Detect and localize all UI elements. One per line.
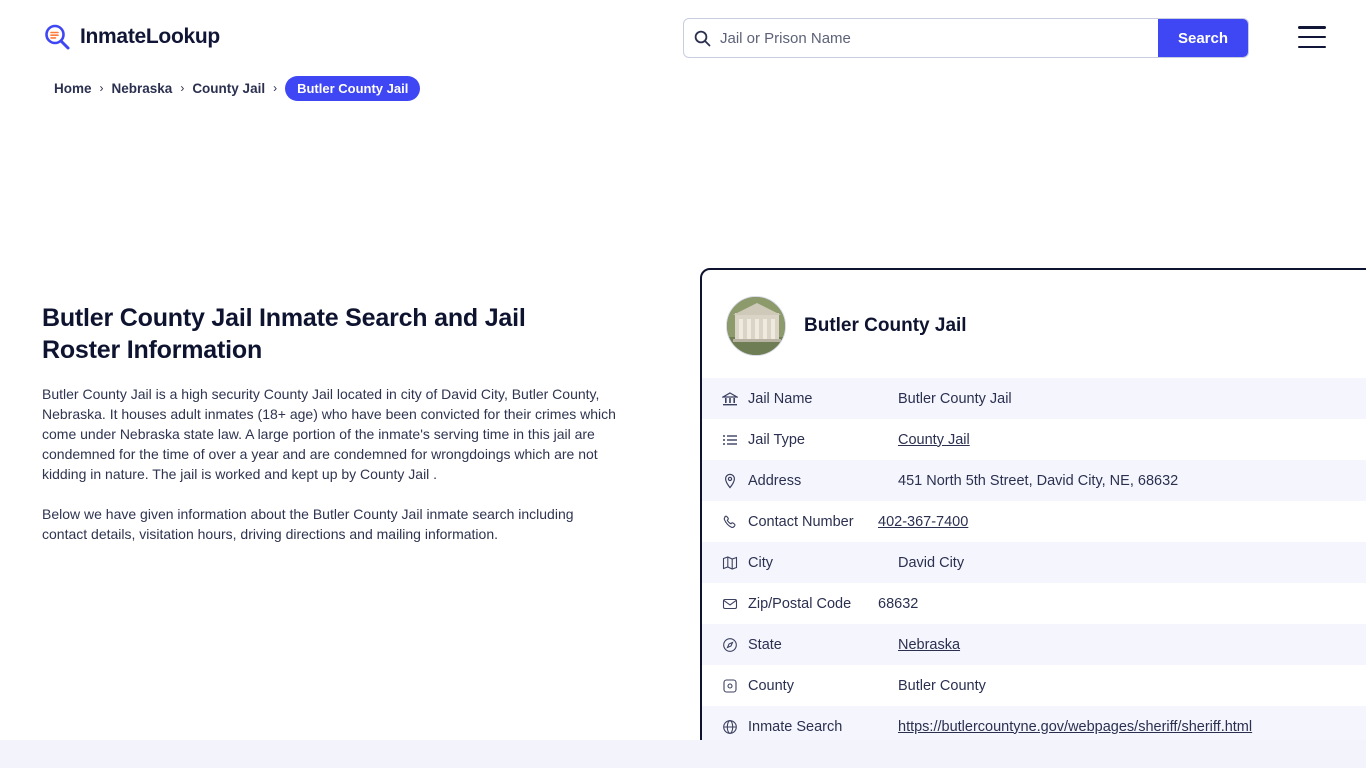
row-label: Jail Type — [748, 431, 805, 448]
county-icon — [722, 678, 748, 694]
description-paragraph-2: Below we have given information about the Butler County Jail inmate search including contact details, visitation hours, driving directions and mailing information. — [42, 506, 574, 542]
breadcrumb-item-home[interactable]: Home — [54, 80, 92, 96]
row-label: State — [748, 636, 782, 653]
row-label: Jail Name — [748, 390, 813, 407]
chevron-right-icon: › — [273, 81, 278, 95]
row-value: 68632 — [878, 595, 919, 612]
row-label: Inmate Search — [748, 718, 843, 735]
magnifier-logo-icon — [42, 22, 72, 52]
description-paragraph-1: Butler County Jail is a high security County Jail located in city of David City, Butler County, Nebraska. It houses adult inmates (18+ age) who have been convicted for their crimes which come under Nebraska state law. A large portion of the inmate's serving time in this jail are condemned for the time of over a year and are condemned for wrongdoings which are not kidding in nature. The jail is worked and kept up by County Jail . — [42, 386, 616, 482]
breadcrumb-item-county-jail[interactable]: County Jail — [192, 80, 266, 96]
page-title: Butler County Jail Inmate Search and Jail Roster Information — [42, 304, 526, 364]
row-label: City — [748, 554, 773, 571]
table-row — [702, 378, 1366, 419]
page-footer-strip — [0, 740, 1366, 768]
jail-card-title: Butler County Jail — [804, 315, 967, 336]
globe-icon — [722, 719, 748, 735]
table-row — [702, 419, 1366, 460]
map-icon — [722, 555, 748, 571]
row-value: Butler County — [898, 677, 986, 694]
contact-number-link[interactable]: 402-367-7400 — [878, 513, 969, 530]
bank-icon — [722, 391, 748, 407]
table-row — [702, 542, 1366, 583]
site-logo[interactable] — [42, 22, 220, 52]
table-row — [702, 624, 1366, 665]
row-value[interactable] — [878, 514, 1366, 530]
row-value: 451 North 5th Street, David City, NE, 68632 — [898, 472, 1179, 489]
jail-card-header — [702, 270, 1366, 378]
envelope-icon — [722, 596, 748, 612]
chevron-right-icon: › — [180, 81, 185, 95]
compass-icon — [722, 637, 748, 653]
row-label: County — [748, 677, 794, 694]
hamburger-bar — [1298, 26, 1326, 29]
courthouse-building-photo — [726, 296, 786, 356]
row-label: Contact Number — [748, 513, 854, 530]
search-input[interactable] — [720, 19, 1158, 57]
site-header — [0, 0, 1366, 74]
row-value[interactable] — [898, 719, 1366, 735]
row-label: Zip/Postal Code — [748, 595, 852, 612]
chevron-right-icon: › — [99, 81, 104, 95]
row-value[interactable] — [898, 637, 1366, 653]
table-row — [702, 460, 1366, 501]
phone-icon — [722, 514, 748, 530]
map-pin-icon — [722, 473, 748, 489]
main-content — [0, 102, 1366, 758]
row-label: Address — [748, 472, 802, 489]
hamburger-bar — [1298, 36, 1326, 39]
state-link[interactable]: Nebraska — [898, 636, 961, 653]
row-value: Butler County Jail — [898, 390, 1012, 407]
table-row — [702, 501, 1366, 542]
hamburger-bar — [1298, 46, 1326, 49]
search-icon — [684, 19, 720, 57]
search-bar[interactable] — [683, 18, 1249, 58]
breadcrumb — [0, 74, 1366, 102]
hamburger-menu-icon[interactable] — [1298, 26, 1326, 48]
row-value[interactable] — [898, 432, 1366, 448]
table-row — [702, 665, 1366, 706]
table-row — [702, 583, 1366, 624]
article-column — [42, 302, 632, 544]
jail-type-link[interactable]: County Jail — [898, 431, 970, 448]
search-button[interactable]: Search — [1158, 19, 1248, 57]
logo-text: InmateLookup — [80, 25, 220, 48]
breadcrumb-item-nebraska[interactable]: Nebraska — [111, 80, 173, 96]
list-icon — [722, 432, 748, 448]
row-value: David City — [898, 554, 965, 571]
breadcrumb-item-current: Butler County Jail — [285, 76, 420, 101]
jail-info-card — [700, 268, 1366, 749]
inmate-search-link[interactable]: https://butlercountyne.gov/webpages/sheriff/sheriff.html — [898, 718, 1253, 735]
